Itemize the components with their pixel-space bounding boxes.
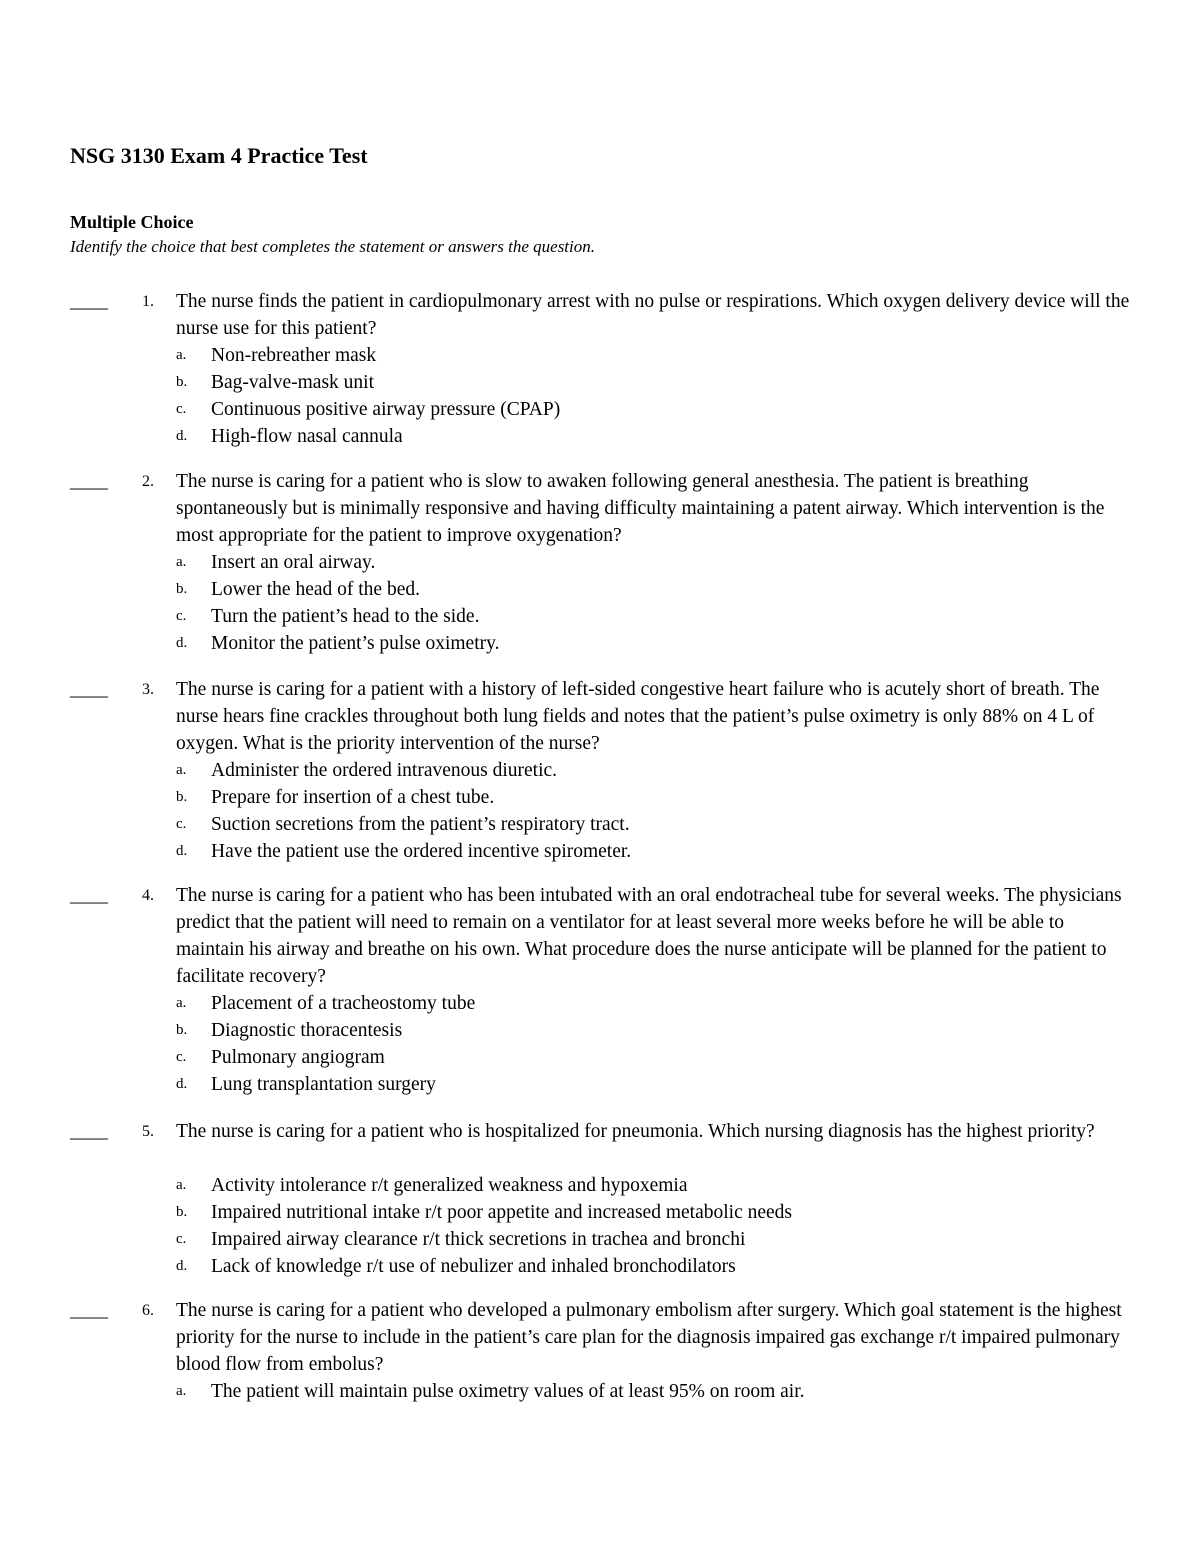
option-d — [0, 630, 1200, 657]
option-a — [0, 549, 1200, 576]
question-number: 4. — [142, 887, 154, 904]
option-letter: a. — [176, 762, 187, 778]
option-letter: d. — [176, 428, 188, 444]
option-d — [0, 1253, 1200, 1280]
option-letter: d. — [176, 843, 188, 859]
option-text: Continuous positive airway pressure (CPAP) — [211, 399, 561, 420]
option-a — [0, 990, 1200, 1017]
option-a — [0, 342, 1200, 369]
option-list — [0, 342, 1200, 450]
option-text: Bag-valve-mask unit — [211, 372, 374, 393]
question-number: 6. — [142, 1302, 154, 1319]
option-letter: a. — [176, 1383, 187, 1399]
option-text: Turn the patient’s head to the side. — [211, 606, 480, 627]
option-b — [0, 784, 1200, 811]
instructions-text: Identify the choice that best completes the statement or answers the question. — [70, 237, 595, 256]
option-d — [0, 423, 1200, 450]
option-text: Impaired airway clearance r/t thick secretions in trachea and bronchi — [211, 1229, 746, 1250]
option-letter: c. — [176, 401, 187, 417]
option-list — [0, 990, 1200, 1098]
option-text: Pulmonary angiogram — [211, 1047, 385, 1068]
option-letter: b. — [176, 581, 188, 597]
answer-blank: ____ — [70, 291, 108, 312]
option-letter: d. — [176, 1258, 188, 1274]
option-d — [0, 1071, 1200, 1098]
option-letter: a. — [176, 347, 187, 363]
question-number: 1. — [142, 293, 154, 310]
document-title: NSG 3130 Exam 4 Practice Test — [70, 143, 368, 168]
option-c — [0, 811, 1200, 838]
option-b — [0, 1017, 1200, 1044]
answer-blank: ____ — [70, 471, 108, 492]
option-text: Lung transplantation surgery — [211, 1074, 436, 1095]
option-list — [0, 1172, 1200, 1280]
option-b — [0, 1199, 1200, 1226]
question-stem: The nurse is caring for a patient with a history of left-sided congestive heart failure who is acutely short of breath. The nurse hears fine crackles throughout both lung fields and notes that the patient’s pulse oximetry is only 88% on 4 L of oxygen. What is the priority intervention of the nurse? — [176, 679, 1100, 754]
option-text: Diagnostic thoracentesis — [211, 1020, 403, 1041]
answer-blank: ____ — [70, 885, 108, 906]
question-stem: The nurse is caring for a patient who is hospitalized for pneumonia. Which nursing diagnosis has the highest priority? — [176, 1121, 1095, 1142]
option-letter: c. — [176, 1231, 187, 1247]
answer-blank: ____ — [70, 679, 108, 700]
option-a — [0, 1378, 1200, 1405]
option-text: The patient will maintain pulse oximetry values of at least 95% on room air. — [211, 1381, 805, 1402]
option-text: Activity intolerance r/t generalized weakness and hypoxemia — [211, 1175, 688, 1196]
option-text: Insert an oral airway. — [211, 552, 376, 573]
option-c — [0, 1044, 1200, 1071]
option-letter: a. — [176, 1177, 187, 1193]
option-letter: c. — [176, 816, 187, 832]
option-letter: a. — [176, 995, 187, 1011]
option-a — [0, 757, 1200, 784]
option-text: Impaired nutritional intake r/t poor appetite and increased metabolic needs — [211, 1202, 792, 1223]
option-letter: c. — [176, 1049, 187, 1065]
option-c — [0, 396, 1200, 423]
option-list — [0, 549, 1200, 657]
option-text: Monitor the patient’s pulse oximetry. — [211, 633, 500, 654]
option-text: Administer the ordered intravenous diuretic. — [211, 760, 558, 781]
option-letter: b. — [176, 1022, 188, 1038]
question-stem: The nurse is caring for a patient who is slow to awaken following general anesthesia. The patient is breathing spontaneously but is minimally responsive and having difficulty maintaining a patent airway. Which intervention is the most appropriate for the patient to improve oxygenation? — [176, 471, 1105, 546]
answer-blank: ____ — [70, 1121, 108, 1142]
question-stem: The nurse is caring for a patient who has been intubated with an oral endotracheal tube for several weeks. The physicians predict that the patient will need to remain on a ventilator for at least several more weeks before he will be able to maintain his airway and breathe on his own. What procedure does the nurse anticipate will be planned for the patient to facilitate recovery? — [176, 885, 1122, 987]
option-text: Prepare for insertion of a chest tube. — [211, 787, 495, 808]
option-letter: d. — [176, 635, 188, 651]
option-text: Lack of knowledge r/t use of nebulizer and inhaled bronchodilators — [211, 1256, 736, 1277]
question-number: 5. — [142, 1123, 154, 1140]
option-list — [0, 1378, 1200, 1405]
option-list — [0, 757, 1200, 865]
option-text: Placement of a tracheostomy tube — [211, 993, 476, 1014]
option-letter: d. — [176, 1076, 188, 1092]
option-text: Non-rebreather mask — [211, 345, 377, 366]
option-text: Lower the head of the bed. — [211, 579, 420, 600]
option-c — [0, 1226, 1200, 1253]
option-letter: b. — [176, 789, 188, 805]
option-letter: b. — [176, 1204, 188, 1220]
option-text: High-flow nasal cannula — [211, 426, 403, 447]
option-a — [0, 1172, 1200, 1199]
option-c — [0, 603, 1200, 630]
option-letter: a. — [176, 554, 187, 570]
option-letter: c. — [176, 608, 187, 624]
section-heading: Multiple Choice — [70, 212, 194, 232]
question-number: 3. — [142, 681, 154, 698]
option-text: Suction secretions from the patient’s respiratory tract. — [211, 814, 630, 835]
option-b — [0, 369, 1200, 396]
question-stem: The nurse finds the patient in cardiopulmonary arrest with no pulse or respirations. Which oxygen delivery device will the nurse use for this patient? — [176, 291, 1130, 339]
question-number: 2. — [142, 473, 154, 490]
option-b — [0, 576, 1200, 603]
question-stem: The nurse is caring for a patient who developed a pulmonary embolism after surgery. Which goal statement is the highest priority for the nurse to include in the patient’s care plan for the diagnosis impaired gas exchange r/t impaired pulmonary blood flow from embolus? — [176, 1300, 1122, 1375]
answer-blank: ____ — [70, 1300, 108, 1321]
option-letter: b. — [176, 374, 188, 390]
option-text: Have the patient use the ordered incentive spirometer. — [211, 841, 632, 862]
option-d — [0, 838, 1200, 865]
